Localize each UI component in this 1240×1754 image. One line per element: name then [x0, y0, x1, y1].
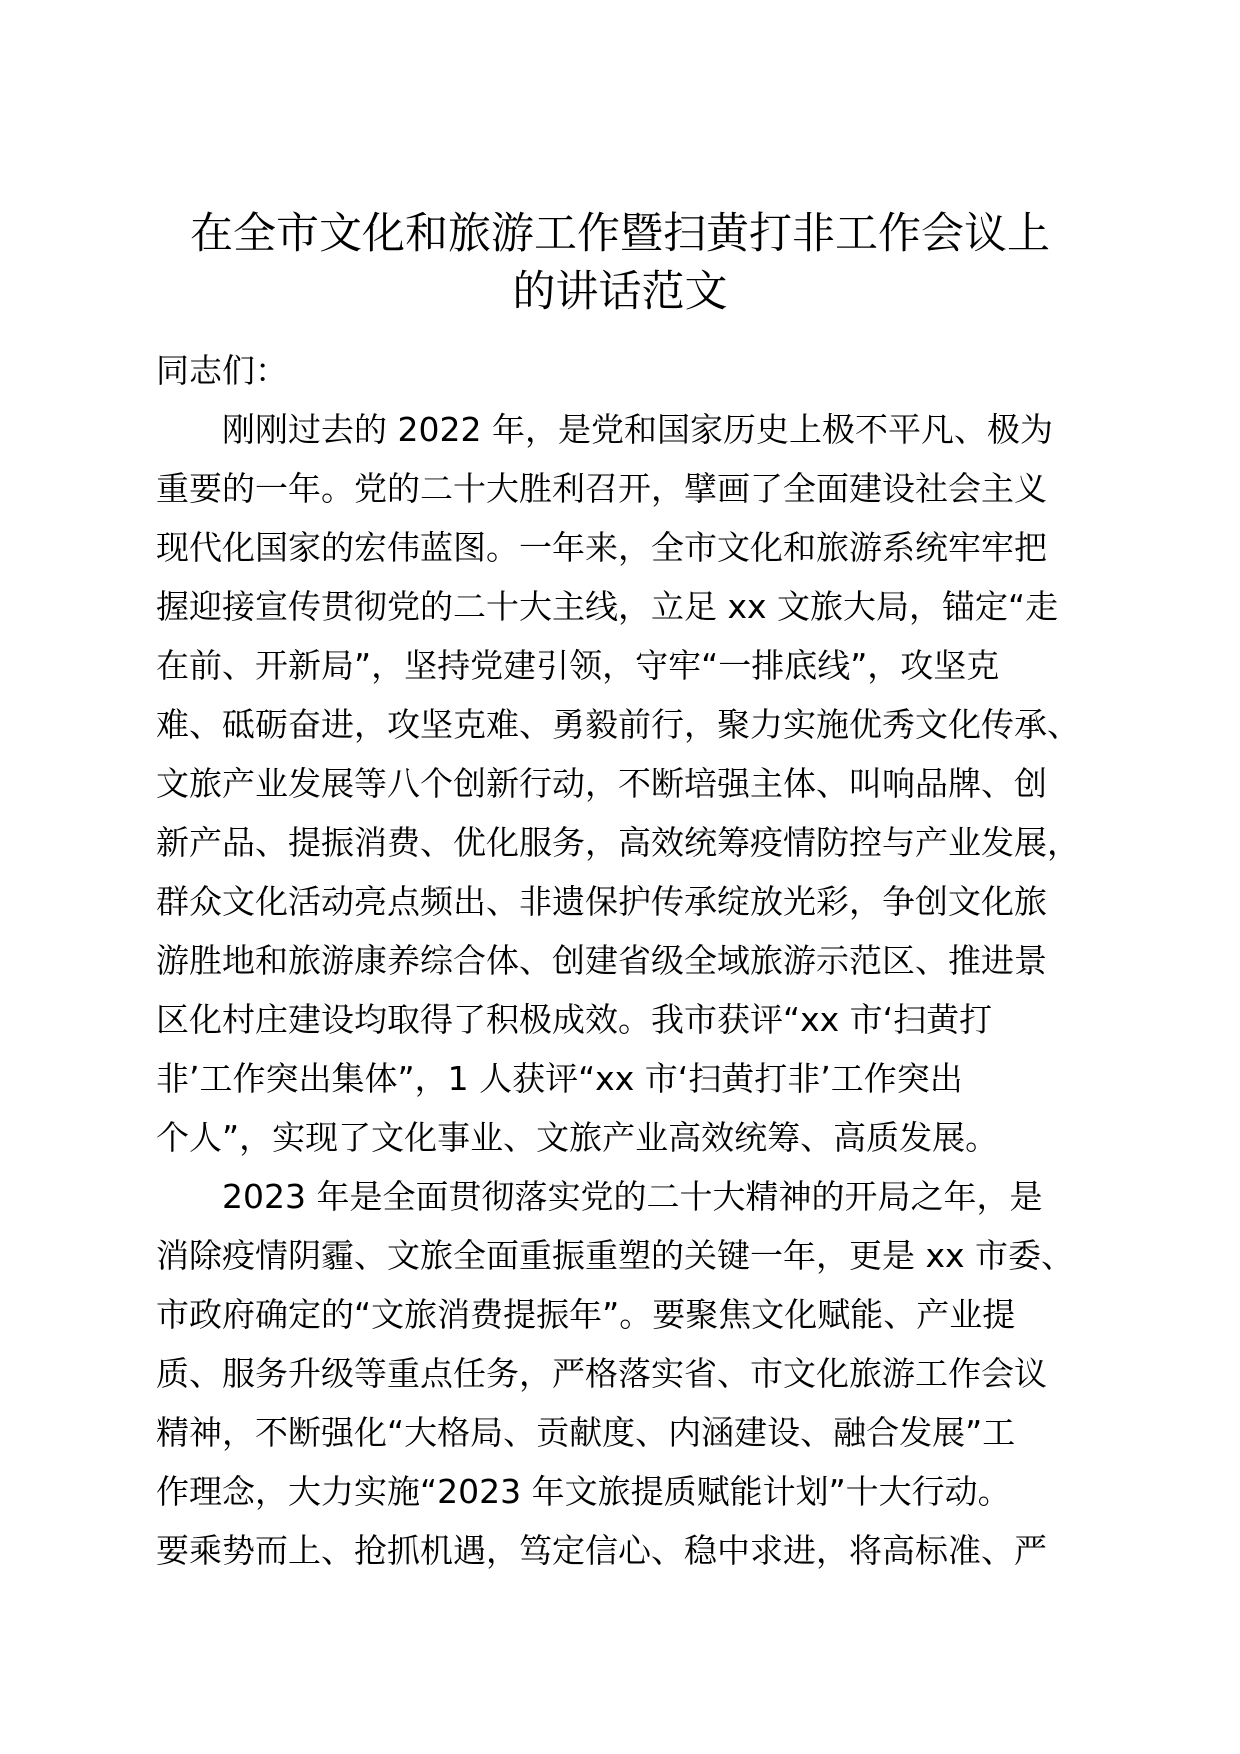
paragraph-line: 文旅产业发展等八个创新行动，不断培强主体、叫响品牌、创 [156, 764, 1047, 803]
paragraph-2 [156, 1167, 1096, 1580]
paragraph-1 [156, 400, 1096, 1167]
paragraph-line: 现代化国家的宏伟蓝图。一年来，全市文化和旅游系统牢牢把 [156, 528, 1047, 567]
paragraph-line: 在前、开新局”，坚持党建引领，守牢“一排底线”，攻坚克 [156, 646, 1000, 685]
paragraph-line: 游胜地和旅游康养综合体、创建省级全域旅游示范区、推进景 [156, 941, 1047, 980]
document-title [150, 205, 1090, 321]
paragraph-line: 精神，不断强化“大格局、贡献度、内涵建设、融合发展”工 [156, 1413, 1016, 1452]
paragraph-line: 群众文化活动亮点频出、非遗保护传承绽放光彩，争创文化旅 [156, 882, 1047, 921]
paragraph-line: 非’工作突出集体”，1 人获评“xx 市‘扫黄打非’工作突出 [156, 1059, 963, 1098]
paragraph-line: 刚刚过去的 2022 年，是党和国家历史上极不平凡、极为 [222, 410, 1053, 449]
paragraph-line: 新产品、提振消费、优化服务，高效统筹疫情防控与产业发展， [156, 823, 1080, 862]
paragraph-line: 2023 年是全面贯彻落实党的二十大精神的开局之年，是 [222, 1177, 1043, 1216]
paragraph-line: 质、服务升级等重点任务，严格落实省、市文化旅游工作会议 [156, 1354, 1047, 1393]
paragraph-line: 重要的一年。党的二十大胜利召开，擘画了全面建设社会主义 [156, 469, 1047, 508]
paragraph-line: 市政府确定的“文旅消费提振年”。要聚焦文化赋能、产业提 [156, 1295, 1016, 1334]
salutation: 同志们： [156, 351, 288, 390]
paragraph-line: 握迎接宣传贯彻党的二十大主线，立足 xx 文旅大局，锚定“走 [156, 587, 1059, 626]
paragraph-line: 个人”，实现了文化事业、文旅产业高效统筹、高质发展。 [156, 1118, 999, 1157]
title-line: 在全市文化和旅游工作暨扫黄打非工作会议上 [190, 209, 1050, 259]
paragraph-line: 难、砥砺奋进，攻坚克难、勇毅前行，聚力实施优秀文化传承、 [156, 705, 1080, 744]
paragraph-line: 作理念，大力实施“2023 年文旅提质赋能计划”十大行动。 [156, 1472, 1011, 1511]
document-body [156, 341, 1096, 1580]
paragraph-line: 区化村庄建设均取得了积极成效。我市获评“xx 市‘扫黄打 [156, 1000, 993, 1039]
title-line: 的讲话范文 [512, 267, 728, 317]
paragraph-line: 消除疫情阴霾、文旅全面重振重塑的关键一年，更是 xx 市委、 [156, 1236, 1075, 1275]
paragraph-line: 要乘势而上、抢抓机遇，笃定信心、稳中求进，将高标准、严 [156, 1531, 1047, 1570]
